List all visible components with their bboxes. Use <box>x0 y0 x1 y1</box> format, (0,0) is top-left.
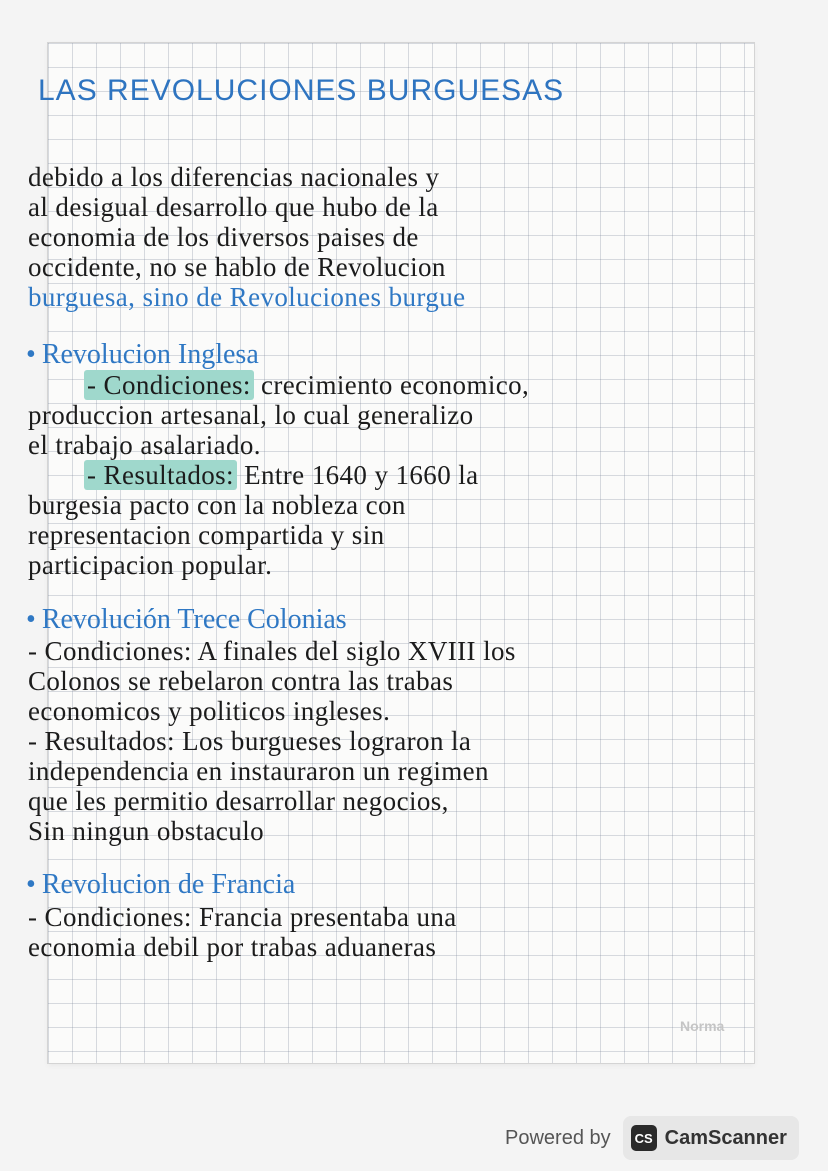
section-line: Sin ningun obstaculo <box>28 816 264 846</box>
section-line: el trabajo asalariado. <box>28 430 261 460</box>
bullet-icon: • <box>26 604 36 635</box>
bullet-icon: • <box>26 869 36 900</box>
section-line: independencia en instauraron un regimen <box>28 756 489 786</box>
intro-line: debido a los diferencias nacionales y <box>28 162 440 192</box>
camscanner-badge <box>623 1116 799 1160</box>
powered-by-label: Powered by <box>505 1126 611 1149</box>
section-line: - Resultados: Los burgueses lograron la <box>28 726 472 756</box>
highlighted-label: - Resultados: <box>84 460 237 490</box>
notebook-brand-watermark: Norma <box>680 1018 725 1034</box>
section-line: Colonos se rebelaron contra las trabas <box>28 666 454 696</box>
section-line: - Condiciones: crecimiento economico, <box>84 370 529 400</box>
highlighted-label: - Condiciones: <box>84 370 254 400</box>
camscanner-logo-icon: CS <box>631 1125 657 1151</box>
intro-line: economia de los diversos paises de <box>28 222 419 252</box>
section-line: economicos y politicos ingleses. <box>28 696 391 726</box>
intro-line: al desigual desarrollo que hubo de la <box>28 192 439 222</box>
section-heading-inglesa: • Revolucion Inglesa <box>26 339 259 370</box>
section-line: - Condiciones: Francia presentaba una <box>28 902 457 932</box>
section-heading-francia: • Revolucion de Francia <box>26 869 296 900</box>
section-line: que les permitio desarrollar negocios, <box>28 786 449 816</box>
section-line: economia debil por trabas aduaneras <box>28 932 437 962</box>
section-line: - Resultados: Entre 1640 y 1660 la <box>84 460 479 490</box>
bullet-icon: • <box>26 339 36 370</box>
scanner-footer <box>505 1116 799 1160</box>
section-line: produccion artesanal, lo cual generalizo <box>28 400 474 430</box>
section-line: burgesia pacto con la nobleza con <box>28 490 406 520</box>
intro-line: occidente, no se hablo de Revolucion <box>28 252 446 282</box>
section-line: - Condiciones: A finales del siglo XVIII los <box>28 636 516 666</box>
section-line: participacion popular. <box>28 550 273 580</box>
section-heading-trece-colonias: • Revolución Trece Colonias <box>26 604 347 635</box>
intro-line: burguesa, sino de Revoluciones burgue <box>28 282 466 312</box>
camscanner-brand: CamScanner <box>664 1126 787 1149</box>
section-line: representacion compartida y sin <box>28 520 385 550</box>
page-title: LAS REVOLUCIONES BURGUESAS <box>38 74 565 107</box>
